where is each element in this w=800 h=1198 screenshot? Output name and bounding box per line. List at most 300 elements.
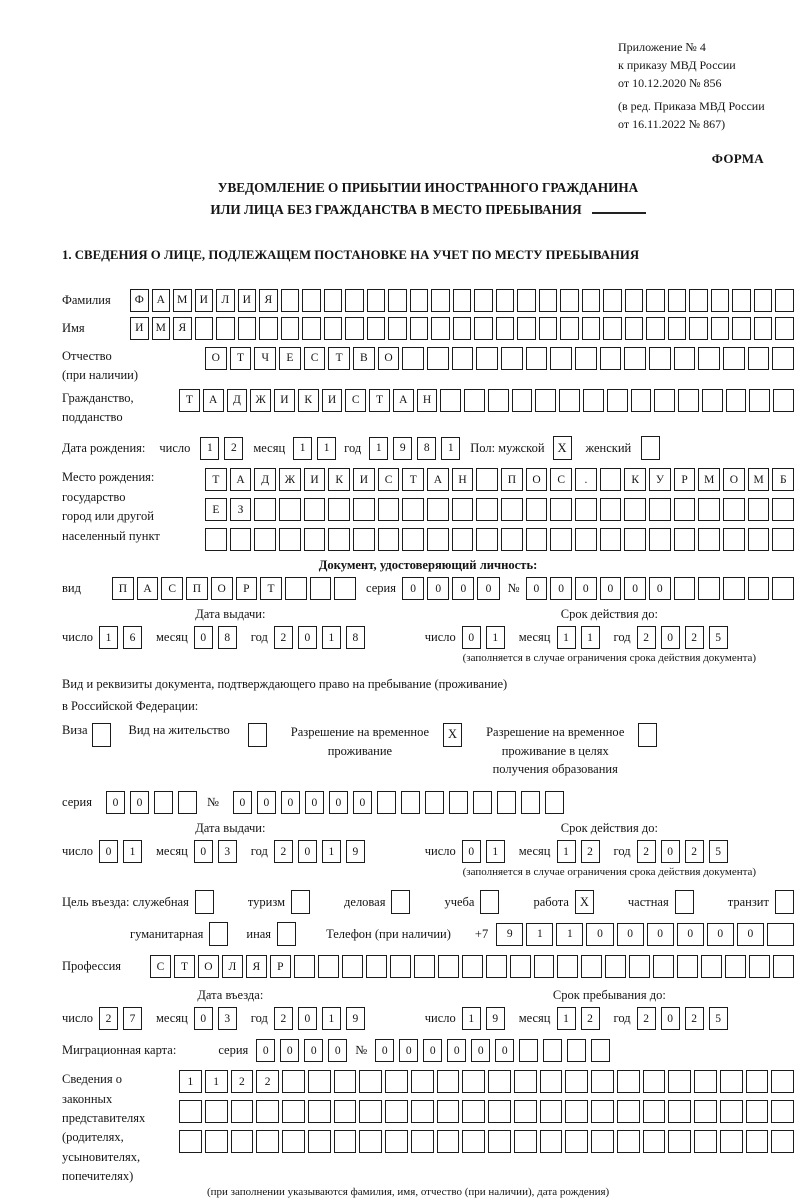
char-cell[interactable] [302,289,321,312]
char-cell[interactable]: 9 [496,923,523,946]
char-cell[interactable]: Р [674,468,696,491]
char-cell[interactable] [279,528,301,551]
char-cell[interactable] [625,289,644,312]
char-cell[interactable] [772,347,794,370]
char-cell[interactable]: 0 [737,923,764,946]
char-cell[interactable]: 2 [685,840,704,863]
char-cell[interactable] [476,468,498,491]
char-cell[interactable] [668,1070,691,1093]
char-cell[interactable]: 0 [647,923,674,946]
char-cell[interactable] [501,347,523,370]
char-cell[interactable] [591,1130,614,1153]
char-cell[interactable] [772,528,794,551]
char-cell[interactable] [698,528,720,551]
char-cell[interactable]: 0 [402,577,424,600]
char-cell[interactable] [678,389,699,412]
char-cell[interactable] [720,1100,743,1123]
char-cell[interactable]: 1 [462,1007,481,1030]
char-cell[interactable] [600,528,622,551]
char-cell[interactable]: 0 [106,791,125,814]
char-cell[interactable] [674,528,696,551]
char-cell[interactable] [629,955,650,978]
char-cell[interactable] [195,317,214,340]
char-cell[interactable] [668,1100,691,1123]
char-cell[interactable]: 1 [179,1070,202,1093]
char-cell[interactable] [754,317,773,340]
char-cell[interactable] [230,528,252,551]
char-cell[interactable]: 2 [581,1007,600,1030]
char-cell[interactable] [600,347,622,370]
char-cell[interactable] [550,528,572,551]
char-cell[interactable]: 0 [477,577,499,600]
char-cell[interactable] [474,317,493,340]
char-cell[interactable] [772,498,794,521]
char-cell[interactable] [304,498,326,521]
char-cell[interactable]: 0 [304,1039,323,1062]
char-cell[interactable] [402,528,424,551]
char-cell[interactable]: С [550,468,572,491]
char-cell[interactable] [694,1100,717,1123]
char-cell[interactable]: 0 [526,577,548,600]
char-cell[interactable]: И [130,317,149,340]
checkbox-purpose-private[interactable] [675,890,694,914]
char-cell[interactable] [773,389,794,412]
char-cell[interactable] [567,1039,586,1062]
char-cell[interactable] [334,1130,357,1153]
char-cell[interactable] [748,498,770,521]
char-cell[interactable] [488,389,509,412]
char-cell[interactable] [464,389,485,412]
char-cell[interactable] [631,389,652,412]
char-cell[interactable] [746,1070,769,1093]
char-cell[interactable]: И [274,389,295,412]
char-cell[interactable]: О [378,347,400,370]
char-cell[interactable] [726,389,747,412]
char-cell[interactable] [302,317,321,340]
char-cell[interactable] [600,468,622,491]
char-cell[interactable] [543,1039,562,1062]
char-cell[interactable] [205,1130,228,1153]
char-cell[interactable] [474,289,493,312]
char-cell[interactable] [725,955,746,978]
char-cell[interactable] [378,498,400,521]
char-cell[interactable] [231,1130,254,1153]
char-cell[interactable] [689,289,708,312]
char-cell[interactable] [179,1100,202,1123]
char-cell[interactable] [310,577,332,600]
char-cell[interactable]: У [649,468,671,491]
char-cell[interactable]: Д [227,389,248,412]
char-cell[interactable] [452,528,474,551]
char-cell[interactable] [510,955,531,978]
char-cell[interactable] [452,347,474,370]
char-cell[interactable]: А [427,468,449,491]
char-cell[interactable] [698,498,720,521]
char-cell[interactable] [462,1100,485,1123]
char-cell[interactable] [359,1100,382,1123]
char-cell[interactable] [496,317,515,340]
checkbox-purpose-business[interactable] [391,890,410,914]
char-cell[interactable]: Ч [254,347,276,370]
char-cell[interactable] [723,528,745,551]
char-cell[interactable] [723,577,745,600]
char-cell[interactable] [668,289,687,312]
char-cell[interactable] [674,498,696,521]
char-cell[interactable]: А [230,468,252,491]
char-cell[interactable]: Ф [130,289,149,312]
char-cell[interactable] [308,1070,331,1093]
char-cell[interactable] [565,1100,588,1123]
char-cell[interactable]: 1 [322,1007,341,1030]
char-cell[interactable]: 1 [99,626,118,649]
char-cell[interactable] [254,498,276,521]
char-cell[interactable] [540,1100,563,1123]
char-cell[interactable] [674,347,696,370]
char-cell[interactable] [497,791,516,814]
char-cell[interactable]: 9 [486,1007,505,1030]
char-cell[interactable] [501,498,523,521]
char-cell[interactable]: Н [452,468,474,491]
char-cell[interactable]: З [230,498,252,521]
char-cell[interactable]: 0 [233,791,252,814]
checkbox-purpose-humanitarian[interactable] [209,922,228,946]
char-cell[interactable] [402,347,424,370]
char-cell[interactable]: 0 [447,1039,466,1062]
char-cell[interactable] [256,1130,279,1153]
char-cell[interactable] [308,1130,331,1153]
char-cell[interactable] [643,1100,666,1123]
char-cell[interactable] [550,347,572,370]
char-cell[interactable] [334,1070,357,1093]
char-cell[interactable] [649,528,671,551]
char-cell[interactable]: Т [205,468,227,491]
char-cell[interactable] [559,389,580,412]
char-cell[interactable]: . [575,468,597,491]
char-cell[interactable]: 8 [346,626,365,649]
char-cell[interactable] [178,791,197,814]
char-cell[interactable] [624,347,646,370]
char-cell[interactable] [496,289,515,312]
char-cell[interactable]: 1 [369,437,388,460]
checkbox-sex-female[interactable] [641,436,660,460]
char-cell[interactable] [414,955,435,978]
char-cell[interactable]: 2 [256,1070,279,1093]
char-cell[interactable] [388,317,407,340]
char-cell[interactable] [425,791,444,814]
char-cell[interactable] [748,347,770,370]
char-cell[interactable] [775,289,794,312]
char-cell[interactable]: А [152,289,171,312]
char-cell[interactable] [540,1070,563,1093]
char-cell[interactable] [449,791,468,814]
char-cell[interactable]: 7 [123,1007,142,1030]
char-cell[interactable] [378,528,400,551]
char-cell[interactable] [304,528,326,551]
char-cell[interactable] [720,1130,743,1153]
char-cell[interactable] [437,1130,460,1153]
char-cell[interactable]: 2 [274,626,293,649]
char-cell[interactable]: 0 [257,791,276,814]
char-cell[interactable]: О [205,347,227,370]
char-cell[interactable]: 1 [486,840,505,863]
checkbox-purpose-study[interactable] [480,890,499,914]
char-cell[interactable] [643,1070,666,1093]
char-cell[interactable] [359,1070,382,1093]
char-cell[interactable] [591,1039,610,1062]
char-cell[interactable] [624,528,646,551]
char-cell[interactable] [324,317,343,340]
char-cell[interactable]: 0 [427,577,449,600]
char-cell[interactable] [526,498,548,521]
char-cell[interactable] [565,1130,588,1153]
char-cell[interactable] [281,289,300,312]
char-cell[interactable] [205,528,227,551]
char-cell[interactable]: 2 [685,1007,704,1030]
char-cell[interactable]: 0 [375,1039,394,1062]
char-cell[interactable]: 2 [581,840,600,863]
char-cell[interactable] [517,317,536,340]
char-cell[interactable] [674,577,696,600]
char-cell[interactable] [591,1100,614,1123]
char-cell[interactable]: Л [222,955,243,978]
char-cell[interactable] [534,955,555,978]
char-cell[interactable] [282,1130,305,1153]
char-cell[interactable] [411,1130,434,1153]
char-cell[interactable] [649,347,671,370]
char-cell[interactable]: Т [174,955,195,978]
char-cell[interactable]: 0 [298,626,317,649]
char-cell[interactable]: М [152,317,171,340]
char-cell[interactable] [565,1070,588,1093]
char-cell[interactable] [385,1100,408,1123]
char-cell[interactable] [698,347,720,370]
char-cell[interactable]: 0 [661,840,680,863]
char-cell[interactable]: 3 [218,1007,237,1030]
char-cell[interactable] [462,955,483,978]
char-cell[interactable] [308,1100,331,1123]
char-cell[interactable]: 0 [328,1039,347,1062]
char-cell[interactable]: 1 [322,840,341,863]
char-cell[interactable] [689,317,708,340]
char-cell[interactable] [575,528,597,551]
char-cell[interactable] [732,317,751,340]
char-cell[interactable]: 0 [586,923,613,946]
char-cell[interactable]: 0 [617,923,644,946]
char-cell[interactable]: 5 [709,1007,728,1030]
char-cell[interactable] [771,1070,794,1093]
char-cell[interactable] [367,289,386,312]
char-cell[interactable]: 0 [305,791,324,814]
char-cell[interactable] [617,1100,640,1123]
char-cell[interactable]: О [526,468,548,491]
char-cell[interactable] [519,1039,538,1062]
char-cell[interactable] [605,955,626,978]
char-cell[interactable] [388,289,407,312]
char-cell[interactable]: О [211,577,233,600]
char-cell[interactable]: 0 [329,791,348,814]
char-cell[interactable] [318,955,339,978]
char-cell[interactable]: 5 [709,626,728,649]
char-cell[interactable] [411,1070,434,1093]
char-cell[interactable] [431,317,450,340]
char-cell[interactable] [591,1070,614,1093]
char-cell[interactable]: С [345,389,366,412]
char-cell[interactable] [179,1130,202,1153]
char-cell[interactable]: 1 [557,626,576,649]
char-cell[interactable] [390,955,411,978]
checkbox-temp-residence-education[interactable] [638,723,657,747]
char-cell[interactable] [514,1100,537,1123]
char-cell[interactable] [575,347,597,370]
char-cell[interactable]: 0 [280,1039,299,1062]
char-cell[interactable]: С [304,347,326,370]
char-cell[interactable] [698,577,720,600]
char-cell[interactable] [720,1070,743,1093]
char-cell[interactable] [437,1100,460,1123]
char-cell[interactable]: 0 [600,577,622,600]
char-cell[interactable] [560,289,579,312]
char-cell[interactable]: 1 [317,437,336,460]
char-cell[interactable]: 1 [441,437,460,460]
char-cell[interactable]: 2 [274,1007,293,1030]
char-cell[interactable]: 1 [557,840,576,863]
char-cell[interactable]: 0 [194,1007,213,1030]
char-cell[interactable]: 1 [486,626,505,649]
checkbox-purpose-work[interactable]: X [575,890,594,914]
char-cell[interactable] [452,498,474,521]
char-cell[interactable]: Д [254,468,276,491]
char-cell[interactable]: 0 [256,1039,275,1062]
char-cell[interactable] [581,955,602,978]
char-cell[interactable] [410,317,429,340]
char-cell[interactable]: И [322,389,343,412]
char-cell[interactable] [385,1070,408,1093]
char-cell[interactable]: 2 [231,1070,254,1093]
checkbox-residence-permit[interactable] [248,723,267,747]
char-cell[interactable] [646,317,665,340]
char-cell[interactable] [624,498,646,521]
char-cell[interactable] [488,1100,511,1123]
char-cell[interactable] [772,577,794,600]
char-cell[interactable] [583,389,604,412]
char-cell[interactable] [526,347,548,370]
char-cell[interactable]: 9 [346,1007,365,1030]
char-cell[interactable] [345,289,364,312]
char-cell[interactable]: К [298,389,319,412]
char-cell[interactable]: 0 [194,840,213,863]
char-cell[interactable] [385,1130,408,1153]
char-cell[interactable] [771,1100,794,1123]
char-cell[interactable] [539,317,558,340]
char-cell[interactable] [453,289,472,312]
char-cell[interactable]: 1 [205,1070,228,1093]
char-cell[interactable]: 1 [557,1007,576,1030]
char-cell[interactable]: 2 [99,1007,118,1030]
char-cell[interactable]: Л [216,289,235,312]
char-cell[interactable]: 0 [423,1039,442,1062]
char-cell[interactable]: 5 [709,840,728,863]
char-cell[interactable]: 1 [123,840,142,863]
checkbox-temp-residence[interactable]: X [443,723,462,747]
char-cell[interactable] [282,1100,305,1123]
char-cell[interactable]: С [378,468,400,491]
char-cell[interactable] [334,1100,357,1123]
char-cell[interactable] [582,289,601,312]
char-cell[interactable]: М [748,468,770,491]
char-cell[interactable] [694,1130,717,1153]
char-cell[interactable] [488,1130,511,1153]
char-cell[interactable]: А [137,577,159,600]
char-cell[interactable] [427,498,449,521]
char-cell[interactable] [488,1070,511,1093]
char-cell[interactable] [643,1130,666,1153]
char-cell[interactable] [653,955,674,978]
char-cell[interactable]: 2 [685,626,704,649]
char-cell[interactable] [723,347,745,370]
char-cell[interactable] [285,577,307,600]
char-cell[interactable] [517,289,536,312]
char-cell[interactable]: 0 [550,577,572,600]
char-cell[interactable]: 0 [298,1007,317,1030]
char-cell[interactable] [702,389,723,412]
checkbox-purpose-transit[interactable] [775,890,794,914]
char-cell[interactable] [600,498,622,521]
char-cell[interactable] [427,347,449,370]
char-cell[interactable] [279,498,301,521]
char-cell[interactable] [654,389,675,412]
char-cell[interactable]: К [328,468,350,491]
char-cell[interactable]: 0 [462,840,481,863]
char-cell[interactable]: 0 [661,1007,680,1030]
char-cell[interactable] [535,389,556,412]
char-cell[interactable]: 0 [194,626,213,649]
char-cell[interactable] [366,955,387,978]
char-cell[interactable]: 0 [298,840,317,863]
char-cell[interactable] [259,317,278,340]
char-cell[interactable] [231,1100,254,1123]
char-cell[interactable] [711,317,730,340]
char-cell[interactable]: 2 [637,1007,656,1030]
char-cell[interactable] [501,528,523,551]
char-cell[interactable]: А [203,389,224,412]
char-cell[interactable] [462,1070,485,1093]
char-cell[interactable]: 0 [399,1039,418,1062]
char-cell[interactable]: 0 [707,923,734,946]
char-cell[interactable]: 0 [624,577,646,600]
char-cell[interactable]: Я [173,317,192,340]
char-cell[interactable] [711,289,730,312]
char-cell[interactable]: С [150,955,171,978]
checkbox-sex-male[interactable]: X [553,436,572,460]
char-cell[interactable]: Б [772,468,794,491]
char-cell[interactable]: П [112,577,134,600]
char-cell[interactable] [767,923,794,946]
char-cell[interactable]: Е [205,498,227,521]
char-cell[interactable] [694,1070,717,1093]
char-cell[interactable] [773,955,794,978]
char-cell[interactable] [359,1130,382,1153]
char-cell[interactable]: И [238,289,257,312]
char-cell[interactable] [486,955,507,978]
char-cell[interactable]: Т [260,577,282,600]
char-cell[interactable] [550,498,572,521]
char-cell[interactable] [514,1130,537,1153]
checkbox-purpose-other[interactable] [277,922,296,946]
char-cell[interactable]: 9 [346,840,365,863]
char-cell[interactable]: О [198,955,219,978]
char-cell[interactable] [401,791,420,814]
char-cell[interactable] [410,289,429,312]
